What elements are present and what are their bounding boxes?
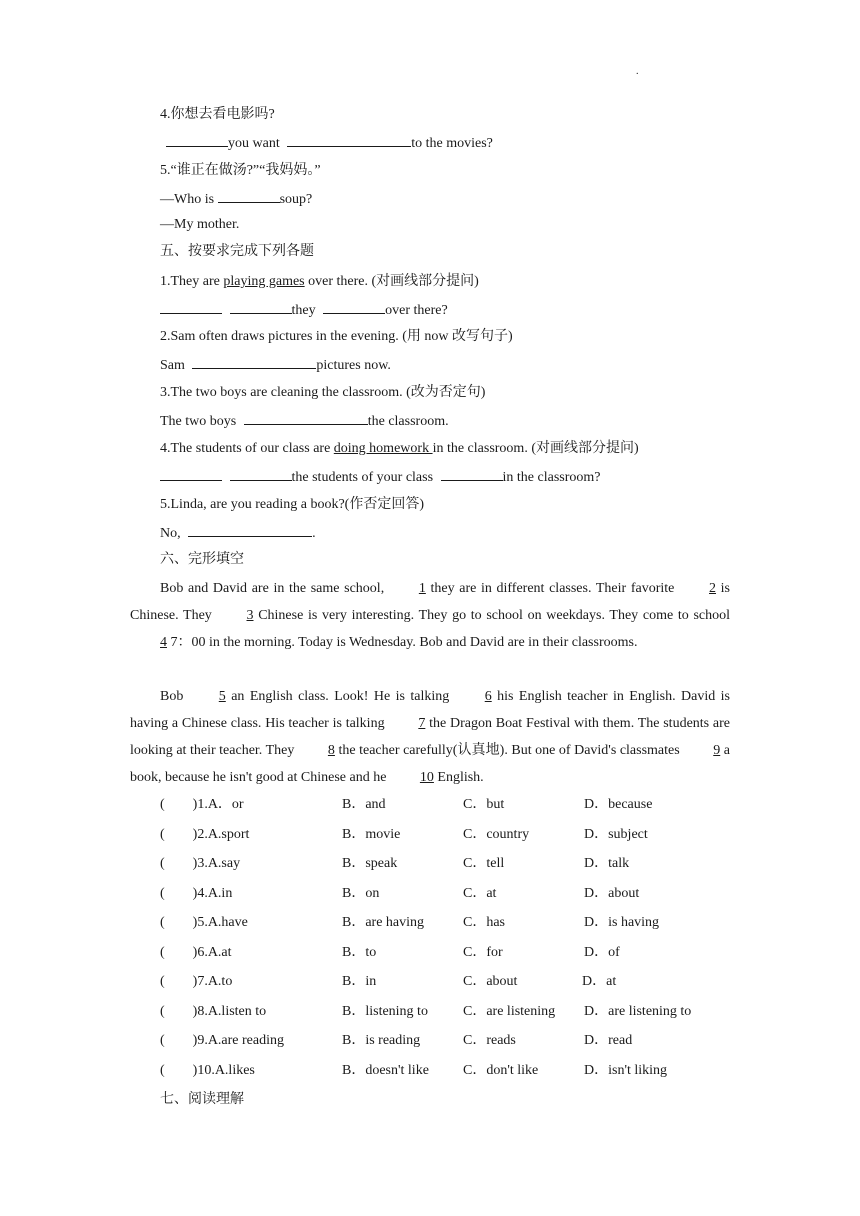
blank[interactable] <box>230 468 292 481</box>
question-stem[interactable]: ( )6.A.at <box>160 945 232 960</box>
option-d[interactable]: D．read <box>584 1033 633 1048</box>
section7-heading: 七、阅读理解 <box>160 1092 244 1107</box>
option-b[interactable]: B．in <box>342 974 377 989</box>
cloze-paragraph-1 <box>130 575 730 656</box>
q5-text-b: soup? <box>279 192 313 207</box>
cloze-blank-5[interactable]: 5 <box>218 689 226 704</box>
blank[interactable] <box>192 356 316 369</box>
option-c[interactable]: C．at <box>463 886 497 901</box>
cloze-blank-9[interactable]: 9 <box>713 743 721 758</box>
underlined-text: playing games <box>223 274 305 289</box>
s5-q1-answer <box>160 301 448 320</box>
option-c[interactable]: C．for <box>463 945 503 960</box>
text: they are in different classes. Their favorite <box>425 581 680 596</box>
text: No, <box>160 526 181 541</box>
text: the students of your class <box>291 470 434 485</box>
blank[interactable] <box>166 134 228 147</box>
s5-q4 <box>160 440 639 458</box>
question-stem[interactable]: ( )3.A.say <box>160 856 241 871</box>
blank[interactable] <box>244 412 368 425</box>
s5-q5: 5.Linda, are you reading a book?(作否定回答) <box>160 497 424 512</box>
cloze-blank-7[interactable]: 7 <box>418 716 426 731</box>
text: 7：00 in the morning. Today is Wednesday. Bob and David are in their classrooms. <box>167 635 638 650</box>
option-b[interactable]: B．and <box>342 797 386 812</box>
option-c[interactable]: C．tell <box>463 856 505 871</box>
q5-prompt: 5.“谁正在做汤?”“我妈妈。” <box>160 163 321 178</box>
s5-q3-answer <box>160 412 449 431</box>
s5-q2: 2.Sam often draws pictures in the evening. (用 now 改写句子) <box>160 329 513 344</box>
blank[interactable] <box>160 468 222 481</box>
s5-q3: 3.The two boys are cleaning the classroom. (改为否定句) <box>160 385 486 400</box>
q5-text-a: —Who is <box>160 192 215 207</box>
text: an English class. Look! He is talking <box>225 689 455 704</box>
option-b[interactable]: B．is reading <box>342 1033 421 1048</box>
blank[interactable] <box>218 190 280 203</box>
corner-mark: . <box>636 66 639 77</box>
cloze-blank-3[interactable]: 3 <box>246 608 254 623</box>
option-b[interactable]: B．listening to <box>342 1004 428 1019</box>
cloze-blank-4[interactable]: 4 <box>160 635 167 650</box>
text: The two boys <box>160 414 237 429</box>
question-stem[interactable]: ( )8.A.listen to <box>160 1004 267 1019</box>
option-b[interactable]: B．on <box>342 886 380 901</box>
blank[interactable] <box>188 524 312 537</box>
question-stem[interactable]: ( )5.A.have <box>160 915 248 930</box>
text: the classroom. <box>367 414 449 429</box>
option-b[interactable]: B．doesn't like <box>342 1063 429 1078</box>
text: over there. (对画线部分提问) <box>304 274 479 289</box>
s5-q1 <box>160 273 479 291</box>
text: the teacher carefully(认真地). But one of David's classmates <box>334 743 684 758</box>
text: Sam <box>160 358 185 373</box>
option-c[interactable]: C．don't like <box>463 1063 539 1078</box>
s5-q4-answer <box>160 468 601 487</box>
option-c[interactable]: C．has <box>463 915 505 930</box>
option-d[interactable]: D．subject <box>584 827 648 842</box>
cloze-blank-6[interactable]: 6 <box>484 689 492 704</box>
option-c[interactable]: C．about <box>463 974 518 989</box>
q4-text-a: you want <box>228 136 280 151</box>
text: Chinese is very interesting. They go to school on weekdays. They come to school <box>253 608 730 623</box>
s5-q2-answer <box>160 356 391 375</box>
question-stem[interactable]: ( )10.A.likes <box>160 1063 255 1078</box>
option-b[interactable]: B．to <box>342 945 377 960</box>
question-stem[interactable]: ( )7.A.to <box>160 974 233 989</box>
text: they <box>291 303 316 318</box>
text: pictures now. <box>316 358 391 373</box>
cloze-blank-8[interactable]: 8 <box>327 743 335 758</box>
option-d[interactable]: D．are listening to <box>584 1004 692 1019</box>
text: English. <box>433 770 484 785</box>
text: Bob <box>160 689 189 704</box>
option-d[interactable]: D．about <box>584 886 640 901</box>
blank[interactable] <box>230 301 292 314</box>
option-c[interactable]: C．are listening <box>463 1004 556 1019</box>
option-b[interactable]: B．are having <box>342 915 425 930</box>
option-c[interactable]: C．but <box>463 797 505 812</box>
text: a book, because he isn't good at Chinese and he <box>130 743 731 785</box>
text: 4.The students of our class are <box>160 441 334 456</box>
option-d[interactable]: D．at <box>582 974 617 989</box>
blank[interactable] <box>287 134 411 147</box>
cloze-blank-10[interactable]: 10 <box>419 770 434 785</box>
q4-prompt: 4.你想去看电影吗? <box>160 107 275 122</box>
option-d[interactable]: D．of <box>584 945 620 960</box>
option-d[interactable]: D．is having <box>584 915 660 930</box>
option-c[interactable]: C．reads <box>463 1033 516 1048</box>
question-stem[interactable]: ( )1.A．or <box>160 797 244 812</box>
option-c[interactable]: C．country <box>463 827 530 842</box>
question-stem[interactable]: ( )4.A.in <box>160 886 233 901</box>
q4-text-b: to the movies? <box>411 136 493 151</box>
option-d[interactable]: D．isn't liking <box>584 1063 668 1078</box>
blank[interactable] <box>160 301 222 314</box>
text: in the classroom. (对画线部分提问) <box>432 441 639 456</box>
cloze-blank-1[interactable]: 1 <box>418 581 426 596</box>
option-d[interactable]: D．talk <box>584 856 630 871</box>
blank[interactable] <box>441 468 503 481</box>
text: his English teacher in English. David is having a Chinese class. His teacher is talking <box>130 689 730 731</box>
option-b[interactable]: B．movie <box>342 827 401 842</box>
option-b[interactable]: B．speak <box>342 856 398 871</box>
question-stem[interactable]: ( )9.A.are reading <box>160 1033 285 1048</box>
text: 1.They are <box>160 274 224 289</box>
question-stem[interactable]: ( )2.A.sport <box>160 827 250 842</box>
text: the Dragon Boat Festival with them. The students are looking at their teacher. They <box>130 716 730 758</box>
option-d[interactable]: D．because <box>584 797 653 812</box>
text: Bob and David are in the same school, <box>160 581 389 596</box>
blank[interactable] <box>323 301 385 314</box>
q5-line2: —My mother. <box>160 217 240 232</box>
s5-q5-answer <box>160 524 316 543</box>
cloze-blank-2[interactable]: 2 <box>709 581 717 596</box>
q4-answer-line <box>166 134 493 153</box>
cloze-paragraph-2 <box>130 683 730 791</box>
text: . <box>312 526 316 541</box>
section5-heading: 五、按要求完成下列各题 <box>160 244 314 259</box>
text: is Chinese. They <box>130 581 730 623</box>
text: over there? <box>385 303 448 318</box>
section6-heading: 六、完形填空 <box>160 552 244 567</box>
text: in the classroom? <box>502 470 601 485</box>
q5-line1 <box>160 190 312 209</box>
underlined-text: doing homework <box>333 441 433 456</box>
